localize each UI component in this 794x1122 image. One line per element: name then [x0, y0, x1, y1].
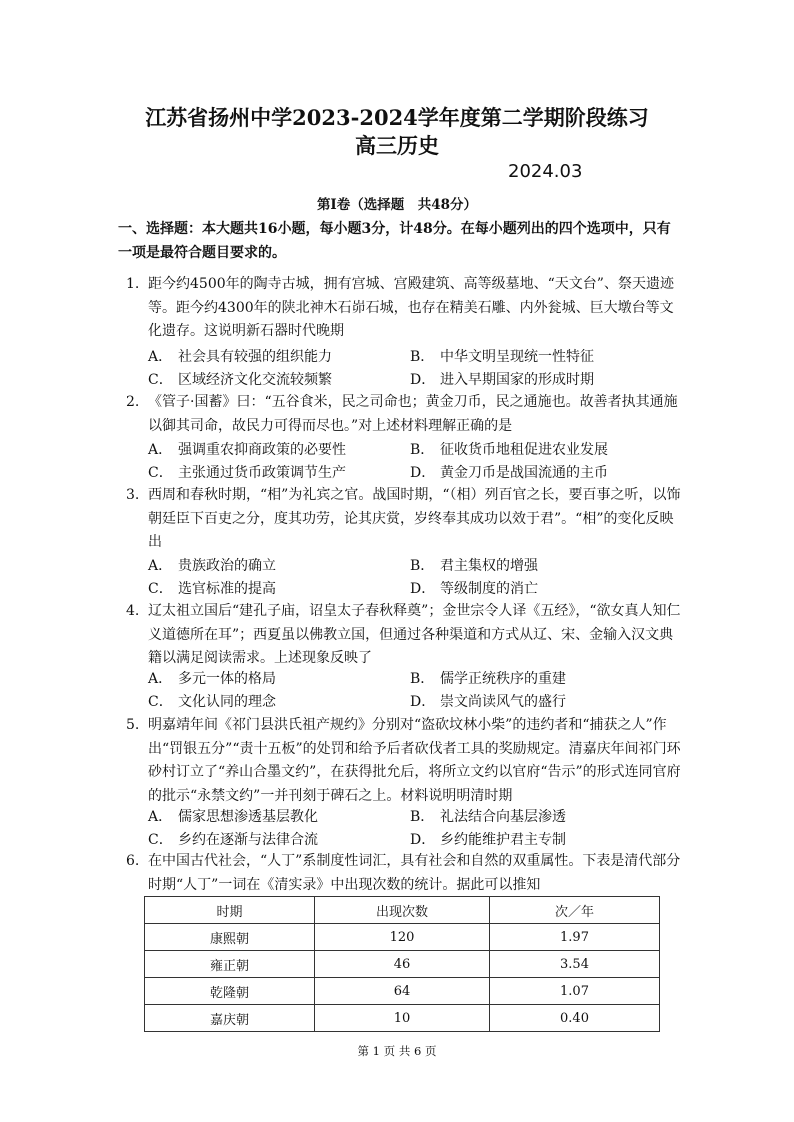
table-cell: 0.40: [490, 1005, 660, 1032]
option-c[interactable]: C． 文化认同的理念: [148, 694, 276, 710]
options-row: [148, 578, 668, 600]
option-d[interactable]: D． 黄金刀币是战国流通的主币: [410, 465, 608, 481]
option-d[interactable]: D． 等级制度的消亡: [410, 581, 538, 597]
option-a[interactable]: A． 强调重农抑商政策的必要性: [148, 442, 346, 458]
question-stem: 西周和春秋时期，“相”为礼宾之官。战国时期，“（相）列百官之长，要百事之听，以饰朝廷臣下百吏之分，度其功劳，论其庆赏，岁终奉其成功以效于君”。“相”的变化反映出: [148, 487, 681, 550]
question-number: 3.: [126, 487, 140, 503]
question-number: 4.: [126, 603, 140, 619]
option-b[interactable]: B． 君主集权的增强: [410, 558, 538, 574]
question-number: 5.: [126, 717, 140, 733]
option-c[interactable]: C． 选官标准的提高: [148, 581, 276, 597]
option-a[interactable]: A． 贵族政治的确立: [148, 558, 276, 574]
option-d[interactable]: D． 进入早期国家的形成时期: [410, 372, 594, 388]
page-footer: 第 1 页 共 6 页: [357, 1044, 437, 1058]
options-row: [148, 806, 668, 828]
table-cell: 雍正朝: [145, 951, 315, 978]
option-c[interactable]: C． 主张通过货币政策调节生产: [148, 465, 346, 481]
table-cell: 乾隆朝: [145, 978, 315, 1005]
option-a[interactable]: A． 多元一体的格局: [148, 671, 276, 687]
options-row: [148, 369, 668, 391]
table-cell: 120: [314, 924, 489, 951]
option-b[interactable]: B． 礼法结合向基层渗透: [410, 809, 566, 825]
table-cell: 1.07: [490, 978, 660, 1005]
table-cell: 3.54: [490, 951, 660, 978]
instructions: 一、选择题：本大题共16小题，每小题3分，计48分。在每小题列出的四个选项中，只有一项是最符合题目要求的。: [118, 221, 671, 261]
exam-subject: 高三历史: [355, 133, 439, 158]
question-5: [126, 714, 686, 808]
exam-title: 江苏省扬州中学2023-2024学年度第二学期阶段练习: [145, 105, 649, 130]
table-row: [145, 1005, 660, 1032]
options-row: [148, 462, 668, 484]
table-cell: 康熙朝: [145, 924, 315, 951]
table-cell: 46: [314, 951, 489, 978]
option-c[interactable]: C． 乡约在逐渐与法律合流: [148, 832, 318, 848]
option-d[interactable]: D． 崇文尚读风气的盛行: [410, 694, 566, 710]
exam-date: 2024.03: [508, 161, 583, 182]
table-cell: 嘉庆朝: [145, 1005, 315, 1032]
table-row: [145, 924, 660, 951]
table-row: [145, 978, 660, 1005]
option-b[interactable]: B． 儒学正统秩序的重建: [410, 671, 566, 687]
question-3: [126, 484, 686, 555]
column-header: 时期: [145, 897, 315, 924]
question-2: [126, 391, 686, 438]
question-number: 1.: [126, 276, 140, 292]
options-row: [148, 346, 668, 368]
question-stem: 在中国古代社会，“人丁”系制度性词汇，具有社会和自然的双重属性。下表是清代部分时期“人丁”一词在《清实录》中出现次数的统计。据此可以推知: [148, 853, 681, 893]
option-a[interactable]: A． 儒家思想渗透基层教化: [148, 809, 318, 825]
question-stem: 《管子·国蓄》曰：“五谷食米，民之司命也；黄金刀币，民之通施也。故善者执其通施以御其司命，故民力可得而尽也。”对上述材料理解正确的是: [148, 394, 678, 434]
option-c[interactable]: C． 区域经济文化交流较频繁: [148, 372, 332, 388]
option-a[interactable]: A． 社会具有较强的组织能力: [148, 349, 332, 365]
options-row: [148, 439, 668, 461]
option-b[interactable]: B． 中华文明呈现统一性特征: [410, 349, 594, 365]
question-number: 2.: [126, 394, 140, 410]
question-1: [126, 273, 686, 344]
question-stem: 距今约4500年的陶寺古城，拥有宫城、宫殿建筑、高等级墓地、“天文台”、祭天遗迹等。距今约4300年的陕北神木石峁石城，也存在精美石雕、内外瓮城、巨大墩台等文化遗存。这说明新石器时代晚期: [148, 276, 674, 339]
option-b[interactable]: B． 征收货币地租促进农业发展: [410, 442, 608, 458]
question-stem: 明嘉靖年间《祁门县洪氏祖产规约》分别对“盗砍坟林小柴”的违约者和“捕获之人”作出“罚银五分”“责十五板”的处罚和给予后者砍伐者工具的奖励规定。清嘉庆年间祁门环砂村订立了“养山合墨文约”，在获得批允后，将所立文约以官府“告示”的形式连同官府的批示“永禁文约”一并刊刻于碑石之上。材料说明明清时期: [148, 717, 681, 804]
question-number: 6.: [126, 853, 140, 869]
table-cell: 64: [314, 978, 489, 1005]
options-row: [148, 668, 668, 690]
table-cell: 1.97: [490, 924, 660, 951]
data-table: [144, 896, 660, 1032]
options-row: [148, 829, 668, 851]
section-title: 第Ⅰ卷（选择题 共48分）: [316, 197, 478, 213]
options-row: [148, 555, 668, 577]
question-stem: 辽太祖立国后“建孔子庙，诏皇太子春秋释奠”；金世宗令人译《五经》，“欲女真人知仁义道德所在耳”；西夏虽以佛教立国，但通过各种渠道和方式从辽、宋、金输入汉文典籍以满足阅读需求。上述现象反映了: [148, 603, 681, 666]
column-header: 次／年: [490, 897, 660, 924]
option-d[interactable]: D． 乡约能维护君主专制: [410, 832, 566, 848]
column-header: 出现次数: [314, 897, 489, 924]
question-6: [126, 850, 686, 897]
question-4: [126, 600, 686, 671]
table-cell: 10: [314, 1005, 489, 1032]
options-row: [148, 691, 668, 713]
table-row: [145, 951, 660, 978]
table-header-row: [145, 897, 660, 924]
